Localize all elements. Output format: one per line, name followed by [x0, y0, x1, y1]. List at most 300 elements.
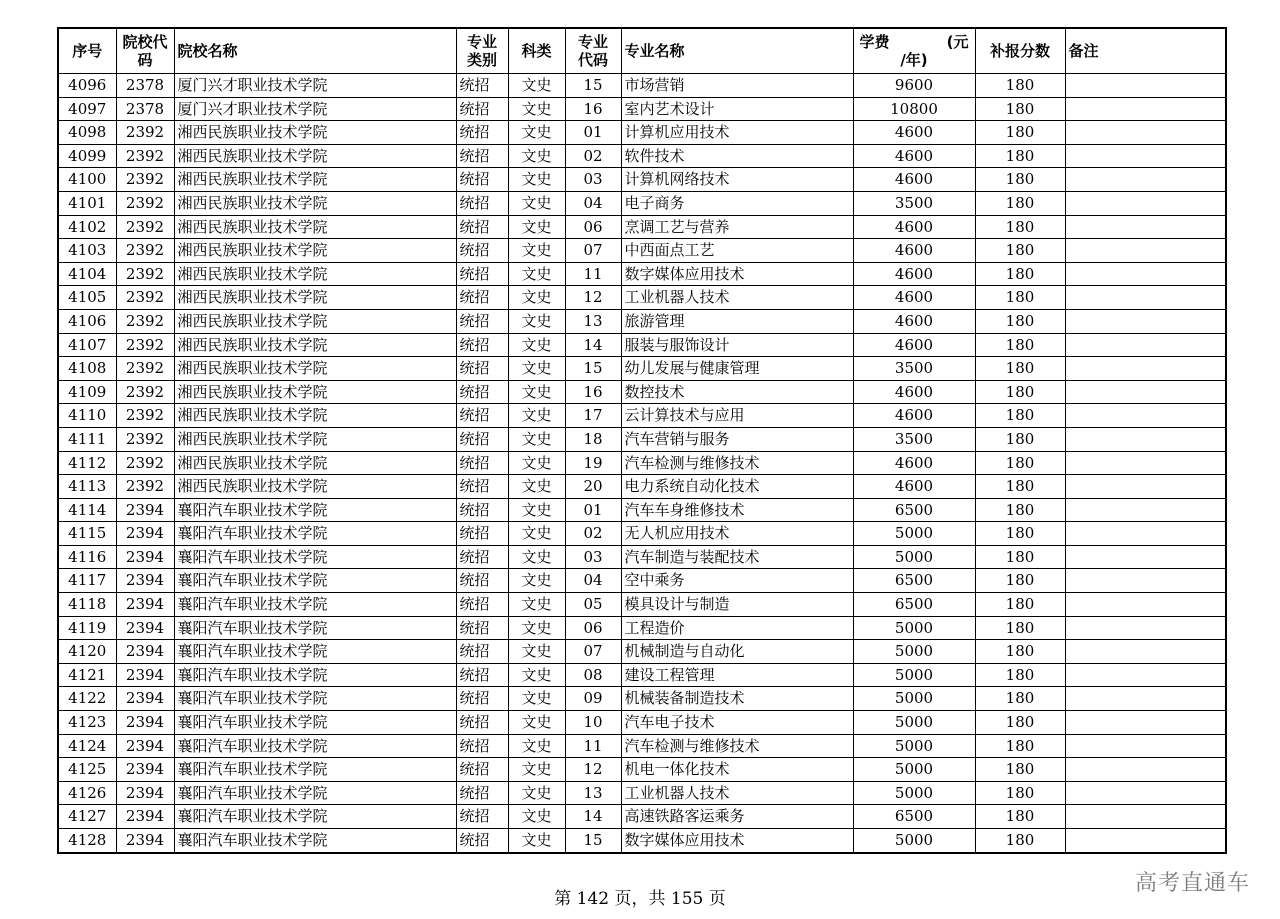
table-row	[58, 687, 1226, 711]
cell-seq: 4099	[58, 144, 116, 168]
cell-major-code: 11	[565, 734, 621, 758]
cell-score: 180	[975, 404, 1065, 428]
cell-note	[1065, 687, 1226, 711]
cell-tuition: 5000	[853, 734, 975, 758]
cell-note	[1065, 380, 1226, 404]
cell-major-type: 统招	[456, 758, 508, 782]
header-major-type: 专业类别	[456, 28, 508, 74]
cell-seq: 4117	[58, 569, 116, 593]
cell-major-code: 02	[565, 522, 621, 546]
cell-note	[1065, 522, 1226, 546]
cell-school-name: 襄阳汽车职业技术学院	[174, 498, 456, 522]
cell-school-code: 2392	[116, 451, 174, 475]
cell-school-code: 2392	[116, 121, 174, 145]
cell-school-code: 2392	[116, 475, 174, 499]
cell-school-code: 2394	[116, 616, 174, 640]
cell-tuition: 9600	[853, 74, 975, 98]
cell-major-type: 统招	[456, 687, 508, 711]
table-row	[58, 239, 1226, 263]
header-row	[58, 28, 1226, 74]
cell-score: 180	[975, 121, 1065, 145]
cell-major-type: 统招	[456, 427, 508, 451]
cell-school-name: 湘西民族职业技术学院	[174, 239, 456, 263]
cell-school-name: 襄阳汽车职业技术学院	[174, 663, 456, 687]
table-row	[58, 734, 1226, 758]
cell-school-name: 湘西民族职业技术学院	[174, 404, 456, 428]
table-row	[58, 805, 1226, 829]
cell-school-code: 2394	[116, 711, 174, 735]
cell-score: 180	[975, 522, 1065, 546]
header-seq: 序号	[58, 28, 116, 74]
cell-tuition: 5000	[853, 829, 975, 853]
cell-major-name: 室内艺术设计	[621, 97, 853, 121]
cell-major-type: 统招	[456, 451, 508, 475]
cell-subject: 文史	[508, 286, 565, 310]
cell-score: 180	[975, 309, 1065, 333]
cell-school-name: 湘西民族职业技术学院	[174, 380, 456, 404]
cell-major-type: 统招	[456, 781, 508, 805]
table-row	[58, 404, 1226, 428]
cell-major-code: 16	[565, 97, 621, 121]
table-row	[58, 286, 1226, 310]
cell-major-type: 统招	[456, 333, 508, 357]
cell-major-name: 云计算技术与应用	[621, 404, 853, 428]
cell-school-code: 2392	[116, 262, 174, 286]
cell-subject: 文史	[508, 451, 565, 475]
table-row	[58, 498, 1226, 522]
cell-seq: 4118	[58, 593, 116, 617]
cell-note	[1065, 498, 1226, 522]
cell-subject: 文史	[508, 168, 565, 192]
cell-major-code: 18	[565, 427, 621, 451]
table-row	[58, 333, 1226, 357]
cell-school-code: 2394	[116, 569, 174, 593]
cell-seq: 4116	[58, 545, 116, 569]
table-row	[58, 663, 1226, 687]
cell-note	[1065, 758, 1226, 782]
cell-tuition: 6500	[853, 569, 975, 593]
cell-major-code: 15	[565, 829, 621, 853]
cell-major-code: 07	[565, 239, 621, 263]
cell-subject: 文史	[508, 475, 565, 499]
cell-school-code: 2394	[116, 829, 174, 853]
cell-note	[1065, 144, 1226, 168]
cell-score: 180	[975, 711, 1065, 735]
cell-school-name: 襄阳汽车职业技术学院	[174, 616, 456, 640]
table-row	[58, 616, 1226, 640]
cell-major-name: 中西面点工艺	[621, 239, 853, 263]
table-row	[58, 711, 1226, 735]
cell-score: 180	[975, 451, 1065, 475]
cell-seq: 4102	[58, 215, 116, 239]
cell-tuition: 5000	[853, 663, 975, 687]
table-row	[58, 121, 1226, 145]
cell-school-code: 2394	[116, 781, 174, 805]
cell-tuition: 5000	[853, 711, 975, 735]
cell-major-code: 11	[565, 262, 621, 286]
cell-tuition: 5000	[853, 687, 975, 711]
cell-tuition: 4600	[853, 121, 975, 145]
cell-major-name: 电子商务	[621, 191, 853, 215]
header-school-code: 院校代码	[116, 28, 174, 74]
cell-tuition: 4600	[853, 286, 975, 310]
cell-school-name: 湘西民族职业技术学院	[174, 475, 456, 499]
cell-score: 180	[975, 239, 1065, 263]
cell-subject: 文史	[508, 262, 565, 286]
cell-major-type: 统招	[456, 829, 508, 853]
cell-seq: 4126	[58, 781, 116, 805]
cell-major-code: 15	[565, 357, 621, 381]
table-row	[58, 97, 1226, 121]
cell-seq: 4101	[58, 191, 116, 215]
cell-subject: 文史	[508, 545, 565, 569]
cell-school-code: 2394	[116, 640, 174, 664]
cell-major-name: 服装与服饰设计	[621, 333, 853, 357]
cell-note	[1065, 451, 1226, 475]
cell-seq: 4096	[58, 74, 116, 98]
cell-seq: 4104	[58, 262, 116, 286]
cell-note	[1065, 239, 1226, 263]
cell-score: 180	[975, 357, 1065, 381]
cell-school-name: 襄阳汽车职业技术学院	[174, 805, 456, 829]
cell-tuition: 6500	[853, 593, 975, 617]
cell-subject: 文史	[508, 144, 565, 168]
cell-major-code: 04	[565, 191, 621, 215]
cell-school-code: 2392	[116, 286, 174, 310]
table-row	[58, 451, 1226, 475]
cell-school-code: 2392	[116, 168, 174, 192]
cell-seq: 4107	[58, 333, 116, 357]
cell-school-name: 湘西民族职业技术学院	[174, 144, 456, 168]
cell-subject: 文史	[508, 758, 565, 782]
cell-major-code: 12	[565, 286, 621, 310]
cell-tuition: 5000	[853, 640, 975, 664]
cell-subject: 文史	[508, 380, 565, 404]
cell-tuition: 4600	[853, 380, 975, 404]
cell-subject: 文史	[508, 309, 565, 333]
cell-major-name: 电力系统自动化技术	[621, 475, 853, 499]
table-row	[58, 427, 1226, 451]
cell-note	[1065, 475, 1226, 499]
cell-subject: 文史	[508, 357, 565, 381]
cell-major-name: 汽车检测与维修技术	[621, 451, 853, 475]
cell-major-code: 06	[565, 616, 621, 640]
cell-score: 180	[975, 498, 1065, 522]
table-row	[58, 545, 1226, 569]
cell-school-name: 湘西民族职业技术学院	[174, 191, 456, 215]
cell-subject: 文史	[508, 829, 565, 853]
cell-major-code: 19	[565, 451, 621, 475]
cell-subject: 文史	[508, 781, 565, 805]
cell-seq: 4119	[58, 616, 116, 640]
header-major-name: 专业名称	[621, 28, 853, 74]
cell-note	[1065, 215, 1226, 239]
cell-seq: 4110	[58, 404, 116, 428]
cell-major-code: 06	[565, 215, 621, 239]
table-row	[58, 74, 1226, 98]
cell-major-name: 机械装备制造技术	[621, 687, 853, 711]
cell-school-name: 襄阳汽车职业技术学院	[174, 569, 456, 593]
cell-school-name: 厦门兴才职业技术学院	[174, 74, 456, 98]
cell-major-code: 20	[565, 475, 621, 499]
cell-school-code: 2394	[116, 663, 174, 687]
cell-subject: 文史	[508, 593, 565, 617]
cell-major-code: 09	[565, 687, 621, 711]
cell-school-code: 2392	[116, 144, 174, 168]
cell-major-type: 统招	[456, 404, 508, 428]
cell-subject: 文史	[508, 805, 565, 829]
cell-subject: 文史	[508, 239, 565, 263]
cell-school-name: 湘西民族职业技术学院	[174, 262, 456, 286]
cell-subject: 文史	[508, 640, 565, 664]
header-tuition	[853, 28, 975, 74]
cell-major-type: 统招	[456, 805, 508, 829]
cell-seq: 4120	[58, 640, 116, 664]
table-row	[58, 215, 1226, 239]
cell-subject: 文史	[508, 498, 565, 522]
cell-major-name: 工业机器人技术	[621, 286, 853, 310]
table-row	[58, 380, 1226, 404]
cell-seq: 4097	[58, 97, 116, 121]
cell-major-name: 空中乘务	[621, 569, 853, 593]
cell-major-type: 统招	[456, 239, 508, 263]
cell-major-type: 统招	[456, 475, 508, 499]
cell-major-type: 统招	[456, 74, 508, 98]
cell-major-code: 14	[565, 333, 621, 357]
cell-school-name: 湘西民族职业技术学院	[174, 215, 456, 239]
cell-major-name: 汽车检测与维修技术	[621, 734, 853, 758]
cell-school-name: 襄阳汽车职业技术学院	[174, 593, 456, 617]
cell-seq: 4105	[58, 286, 116, 310]
cell-seq: 4125	[58, 758, 116, 782]
cell-school-code: 2392	[116, 357, 174, 381]
cell-note	[1065, 191, 1226, 215]
cell-school-code: 2394	[116, 545, 174, 569]
cell-major-code: 10	[565, 711, 621, 735]
cell-tuition: 6500	[853, 805, 975, 829]
table-row	[58, 640, 1226, 664]
cell-seq: 4106	[58, 309, 116, 333]
cell-tuition: 3500	[853, 427, 975, 451]
cell-seq: 4108	[58, 357, 116, 381]
cell-school-code: 2394	[116, 498, 174, 522]
cell-seq: 4098	[58, 121, 116, 145]
cell-major-type: 统招	[456, 97, 508, 121]
cell-subject: 文史	[508, 215, 565, 239]
cell-seq: 4113	[58, 475, 116, 499]
cell-major-name: 市场营销	[621, 74, 853, 98]
cell-note	[1065, 545, 1226, 569]
cell-major-name: 模具设计与制造	[621, 593, 853, 617]
cell-score: 180	[975, 74, 1065, 98]
cell-note	[1065, 333, 1226, 357]
cell-major-type: 统招	[456, 616, 508, 640]
page-footer: 第 142 页，共 155 页	[554, 889, 726, 909]
cell-score: 180	[975, 758, 1065, 782]
cell-subject: 文史	[508, 191, 565, 215]
cell-major-code: 01	[565, 498, 621, 522]
cell-major-name: 工程造价	[621, 616, 853, 640]
cell-tuition: 4600	[853, 333, 975, 357]
header-tuition-label: 学费	[859, 33, 890, 51]
cell-school-name: 湘西民族职业技术学院	[174, 286, 456, 310]
cell-subject: 文史	[508, 616, 565, 640]
cell-score: 180	[975, 475, 1065, 499]
cell-seq: 4121	[58, 663, 116, 687]
cell-major-code: 03	[565, 545, 621, 569]
cell-score: 180	[975, 262, 1065, 286]
cell-major-type: 统招	[456, 734, 508, 758]
cell-school-code: 2394	[116, 805, 174, 829]
cell-note	[1065, 357, 1226, 381]
cell-subject: 文史	[508, 522, 565, 546]
cell-subject: 文史	[508, 687, 565, 711]
cell-school-name: 襄阳汽车职业技术学院	[174, 829, 456, 853]
cell-school-code: 2392	[116, 427, 174, 451]
cell-score: 180	[975, 380, 1065, 404]
cell-major-name: 机械制造与自动化	[621, 640, 853, 664]
cell-seq: 4128	[58, 829, 116, 853]
cell-school-code: 2394	[116, 522, 174, 546]
cell-note	[1065, 711, 1226, 735]
cell-score: 180	[975, 427, 1065, 451]
cell-major-name: 数字媒体应用技术	[621, 262, 853, 286]
cell-major-code: 12	[565, 758, 621, 782]
cell-score: 180	[975, 191, 1065, 215]
table-row	[58, 475, 1226, 499]
cell-note	[1065, 781, 1226, 805]
cell-school-name: 襄阳汽车职业技术学院	[174, 711, 456, 735]
cell-major-type: 统招	[456, 380, 508, 404]
cell-major-code: 07	[565, 640, 621, 664]
cell-major-type: 统招	[456, 215, 508, 239]
cell-tuition: 4600	[853, 309, 975, 333]
cell-note	[1065, 262, 1226, 286]
table-row	[58, 309, 1226, 333]
cell-school-name: 厦门兴才职业技术学院	[174, 97, 456, 121]
cell-score: 180	[975, 663, 1065, 687]
cell-major-type: 统招	[456, 640, 508, 664]
cell-major-type: 统招	[456, 593, 508, 617]
cell-school-code: 2392	[116, 309, 174, 333]
cell-seq: 4112	[58, 451, 116, 475]
cell-major-code: 13	[565, 781, 621, 805]
cell-school-name: 湘西民族职业技术学院	[174, 309, 456, 333]
cell-school-name: 襄阳汽车职业技术学院	[174, 758, 456, 782]
cell-subject: 文史	[508, 427, 565, 451]
cell-score: 180	[975, 545, 1065, 569]
cell-major-code: 01	[565, 121, 621, 145]
cell-major-name: 烹调工艺与营养	[621, 215, 853, 239]
cell-school-code: 2392	[116, 380, 174, 404]
table-row	[58, 758, 1226, 782]
cell-tuition: 5000	[853, 616, 975, 640]
cell-tuition: 4600	[853, 451, 975, 475]
cell-score: 180	[975, 569, 1065, 593]
cell-subject: 文史	[508, 404, 565, 428]
cell-major-name: 汽车车身维修技术	[621, 498, 853, 522]
header-tuition-unit-b: /年)	[900, 51, 928, 69]
cell-major-name: 数控技术	[621, 380, 853, 404]
cell-school-name: 襄阳汽车职业技术学院	[174, 781, 456, 805]
cell-tuition: 5000	[853, 758, 975, 782]
cell-tuition: 4600	[853, 475, 975, 499]
cell-major-type: 统招	[456, 357, 508, 381]
cell-subject: 文史	[508, 711, 565, 735]
cell-major-type: 统招	[456, 522, 508, 546]
cell-score: 180	[975, 616, 1065, 640]
cell-major-name: 计算机网络技术	[621, 168, 853, 192]
header-subject: 科类	[508, 28, 565, 74]
cell-seq: 4100	[58, 168, 116, 192]
admissions-table	[57, 27, 1227, 854]
table-row	[58, 829, 1226, 853]
cell-note	[1065, 286, 1226, 310]
cell-subject: 文史	[508, 333, 565, 357]
cell-school-name: 襄阳汽车职业技术学院	[174, 545, 456, 569]
cell-tuition: 10800	[853, 97, 975, 121]
table-row	[58, 262, 1226, 286]
cell-seq: 4109	[58, 380, 116, 404]
cell-school-name: 襄阳汽车职业技术学院	[174, 522, 456, 546]
cell-tuition: 4600	[853, 215, 975, 239]
cell-major-name: 建设工程管理	[621, 663, 853, 687]
cell-major-name: 工业机器人技术	[621, 781, 853, 805]
cell-tuition: 5000	[853, 522, 975, 546]
cell-major-code: 14	[565, 805, 621, 829]
cell-major-code: 02	[565, 144, 621, 168]
cell-subject: 文史	[508, 97, 565, 121]
cell-major-type: 统招	[456, 569, 508, 593]
cell-note	[1065, 593, 1226, 617]
cell-school-code: 2392	[116, 404, 174, 428]
cell-note	[1065, 74, 1226, 98]
cell-major-name: 软件技术	[621, 144, 853, 168]
cell-major-type: 统招	[456, 309, 508, 333]
cell-tuition: 3500	[853, 357, 975, 381]
cell-major-code: 03	[565, 168, 621, 192]
cell-note	[1065, 427, 1226, 451]
cell-note	[1065, 97, 1226, 121]
cell-score: 180	[975, 168, 1065, 192]
header-tuition-unit-a: (元	[946, 33, 969, 51]
cell-note	[1065, 168, 1226, 192]
cell-major-code: 17	[565, 404, 621, 428]
cell-major-name: 高速铁路客运乘务	[621, 805, 853, 829]
cell-school-name: 湘西民族职业技术学院	[174, 121, 456, 145]
cell-note	[1065, 829, 1226, 853]
cell-school-name: 湘西民族职业技术学院	[174, 451, 456, 475]
cell-major-name: 幼儿发展与健康管理	[621, 357, 853, 381]
cell-seq: 4115	[58, 522, 116, 546]
cell-score: 180	[975, 640, 1065, 664]
cell-score: 180	[975, 781, 1065, 805]
watermark: 高考直通车	[1134, 871, 1250, 896]
cell-major-type: 统招	[456, 121, 508, 145]
cell-major-name: 数字媒体应用技术	[621, 829, 853, 853]
cell-seq: 4127	[58, 805, 116, 829]
cell-note	[1065, 616, 1226, 640]
cell-major-name: 旅游管理	[621, 309, 853, 333]
cell-major-type: 统招	[456, 498, 508, 522]
cell-school-code: 2392	[116, 191, 174, 215]
cell-major-code: 05	[565, 593, 621, 617]
cell-school-code: 2392	[116, 215, 174, 239]
cell-subject: 文史	[508, 74, 565, 98]
cell-note	[1065, 404, 1226, 428]
cell-note	[1065, 640, 1226, 664]
cell-major-type: 统招	[456, 286, 508, 310]
